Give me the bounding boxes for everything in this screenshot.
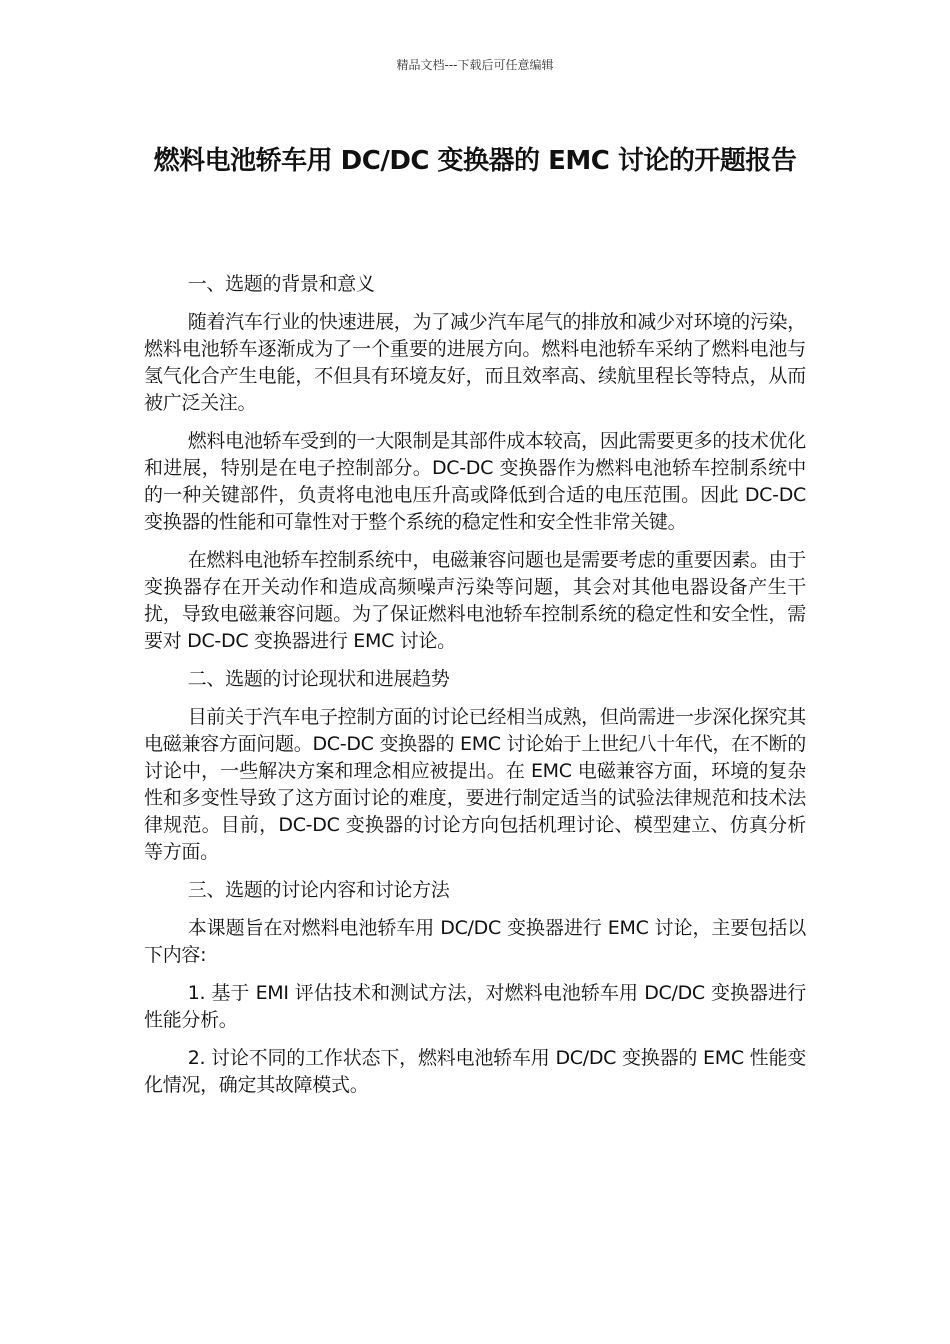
paragraph: 燃料电池轿车受到的一大限制是其部件成本较高，因此需要更多的技术优化和进展，特别是在电子控制部分。DC-DC 变换器作为燃料电池轿车控制系统中的一种关键部件，负责将电池电压升高或降低到合适的电压范围。因此 DC-DC 变换器的性能和可靠性对于整个系统的稳定性和安全性非常关键。 (144, 430, 806, 533)
paragraph: 本课题旨在对燃料电池轿车用 DC/DC 变换器进行 EMC 讨论，主要包括以下内容: (144, 917, 806, 966)
section-heading: 二、选题的讨论现状和进展趋势 (187, 668, 450, 690)
document-title: 燃料电池轿车用 DC/DC 变换器的 EMC 讨论的开题报告 (153, 146, 797, 176)
list-item: 1. 基于 EMI 评估技术和测试方法，对燃料电池轿车用 DC/DC 变换器进行性能分析。 (144, 982, 806, 1031)
paragraph: 在燃料电池轿车控制系统中，电磁兼容问题也是需要考虑的重要因素。由于变换器存在开关动作和造成高频噪声污染等问题，其会对其他电器设备产生干扰，导致电磁兼容问题。为了保证燃料电池轿车控制系统的稳定性和安全性，需要对 DC-DC 变换器进行 EMC 讨论。 (144, 549, 806, 652)
paragraph: 目前关于汽车电子控制方面的讨论已经相当成熟，但尚需进一步深化探究其电磁兼容方面问题。DC-DC 变换器的 EMC 讨论始于上世纪八十年代，在不断的讨论中，一些解决方案和理念相应被提出。在 EMC 电磁兼容方面，环境的复杂性和多变性导致了这方面讨论的难度，要进行制定适当的试验法律规范和技术法律规范。目前，DC-DC 变换器的讨论方向包括机理讨论、模型建立、仿真分析等方面。 (144, 706, 806, 863)
section-heading: 三、选题的讨论内容和讨论方法 (187, 879, 450, 901)
paragraph: 随着汽车行业的快速进展，为了减少汽车尾气的排放和减少对环境的污染，燃料电池轿车逐渐成为了一个重要的进展方向。燃料电池轿车采纳了燃料电池与氢气化合产生电能，不但具有环境友好，而且效率高、续航里程长等特点，从而被广泛关注。 (144, 311, 806, 414)
section-heading: 一、选题的背景和意义 (187, 273, 375, 295)
document-body (144, 271, 806, 1110)
list-item: 2. 讨论不同的工作状态下，燃料电池轿车用 DC/DC 变换器的 EMC 性能变化情况，确定其故障模式。 (144, 1047, 806, 1096)
header-note: 精品文档---下载后可任意编辑 (396, 58, 554, 72)
